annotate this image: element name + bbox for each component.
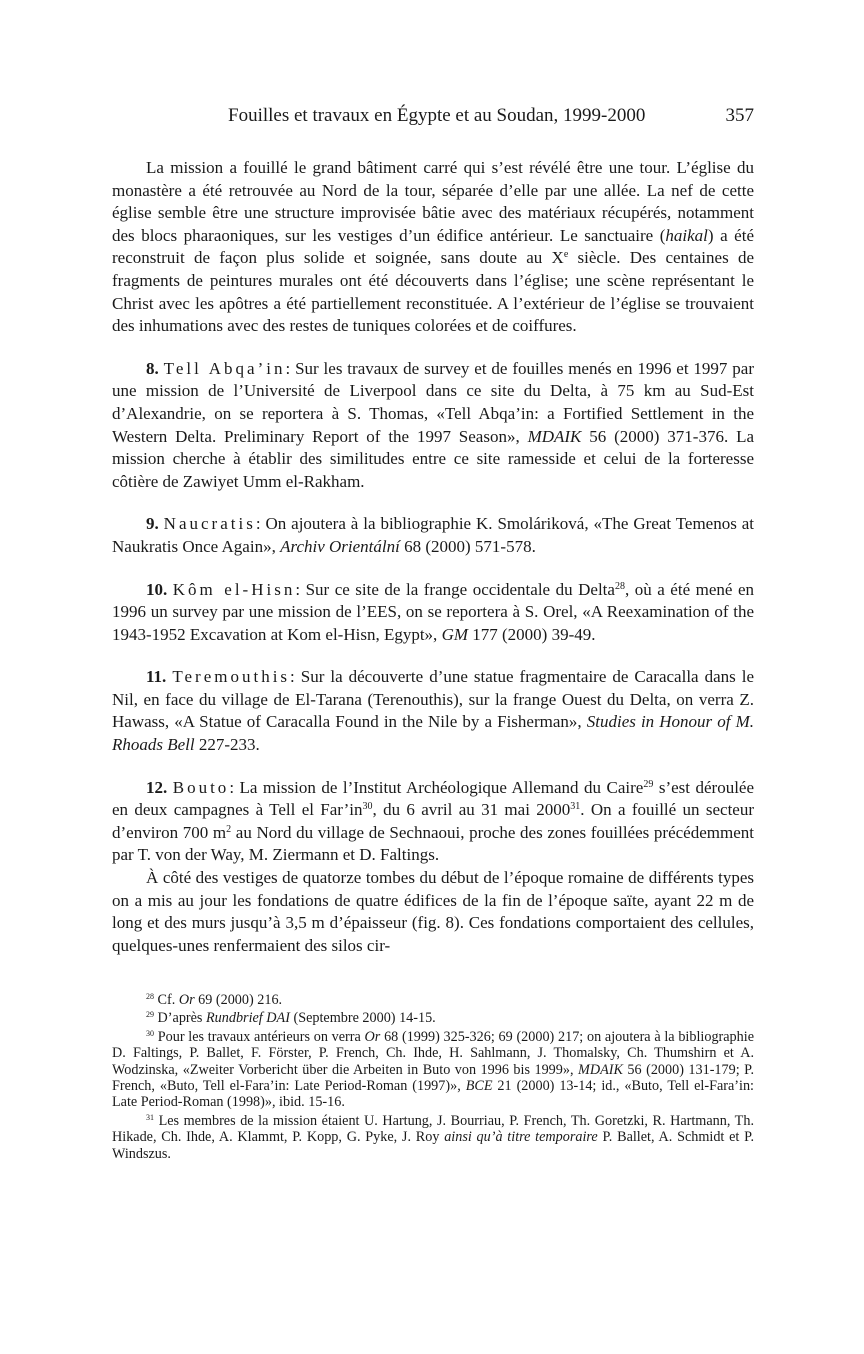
site-name: Teremouthis [172, 667, 291, 687]
journal-title: Or [364, 1028, 381, 1045]
paragraph-bouto [112, 777, 754, 867]
paragraph-monastery [112, 157, 754, 338]
text-run: siècle. Des centaines de fragments de peintures murales ont été découverts dans l’église; une scène représentant le Christ avec les apôtres a été partiellement reconstituée. A l’extérieur de l’église se trouvaient des inhumations avec des restes de tuniques colorées et de coiffures. [112, 248, 754, 336]
paragraph-tell-abqain [112, 358, 754, 494]
journal-title: MDAIK [578, 1061, 623, 1078]
footnote-ref[interactable]: 28 [614, 580, 625, 592]
text-run: La mission a fouillé le grand bâtiment carré qui s’est révélé être une tour. L’église du monastère a été retrouvée au Nord de la tour, séparée d’elle par une allée. La nef de cette église semble être une structure improvisée bâtie avec des matériaux récupérés, notamment des blocs pharaoniques, sur les vestiges d’un édifice antérieur. Le sanctuaire ( [112, 158, 754, 245]
page-number: 357 [725, 105, 754, 126]
book-title: Studies in Honour of M. Rhoads Bell [112, 712, 754, 755]
text-run: : Sur la découverte d’une statue fragmentaire de Caracalla dans le Nil, en face du village de El-Tarana (Terenouthis), sur la frange Ouest du Delta, on verra Z. Hawass, «A Statue of Caracalla Found in the Nile by a Fisherman», [112, 667, 755, 732]
text-run: ) a été reconstruit de façon plus solide et soignée, sans doute au X [112, 225, 754, 268]
italic-term: haikal [665, 225, 708, 245]
section-number: 12. [146, 777, 168, 797]
footnote-number: 30 [146, 1028, 154, 1038]
section-number: 8. [146, 358, 159, 378]
text-run: 68 (1999) 325-326; 69 (2000) 217; on ajoutera à la bibliographie D. Faltings, P. Ballet, F. Förster, P. French, Ch. Ihde, H. Sahlmann, J. Thomalsky, Ch. Thumshirn et A. Wodzinska, «Zweiter Vorbericht über die Arbeiten in Buto von 1996 bis 1999», [112, 1028, 754, 1078]
footnote-31 [112, 1113, 754, 1162]
footnote-ref[interactable]: 31 [570, 801, 581, 813]
text-run: s’est déroulée en deux campagnes à Tell el Far’in [112, 777, 755, 820]
footnote-ref[interactable]: 29 [643, 778, 654, 790]
footnote-number: 29 [146, 1010, 154, 1020]
text-run: 177 (2000) 39-49. [468, 624, 596, 644]
text-run: , où a été mené en 1996 un survey par une mission de l’EES, on se reportera à S. Orel, «A Reexamination of the 1943-1952 Excavation at Kom el-Hisn, Egypt», [112, 579, 754, 644]
footnote-number: 28 [146, 992, 154, 1001]
footnotes [112, 992, 754, 1164]
site-name: Tell Abqa’in [163, 358, 286, 378]
text-run: , du 6 avril au 31 mai 2000 [372, 800, 571, 820]
text-run: Les membres de la mission étaient U. Hartung, J. Bourriau, P. French, Th. Goretzki, R. Hartmann, Th. Hikade, Ch. Ihde, A. Klammt, P. Kopp, G. Pyke, J. Roy [112, 1112, 754, 1146]
text-run: 68 (2000) 571-578. [399, 536, 536, 556]
journal-title: MDAIK [527, 426, 582, 446]
text-run: P. Ballet, A. Schmidt et P. Windszus. [112, 1129, 754, 1162]
footnote-number: 31 [146, 1112, 154, 1122]
text-run: 56 (2000) 371-376. La mission cherche à établir des similitudes entre ce site ramesside et celui de la forteresse côtière de Zawiyet Umm el-Rakham. [112, 426, 754, 491]
text-run: au Nord du village de Sechnaoui, proche des zones fouillées précédemment par T. von der Way, M. Ziermann et D. Faltings. [112, 822, 754, 865]
running-title: Fouilles et travaux en Égypte et au Soudan, 1999-2000 [228, 105, 646, 126]
text-run: 21 (2000) 13-14; id., «Buto, Tell el-Fara’in: Late Period-Roman (1998)», ibid. 15-16. [112, 1078, 754, 1111]
footnote-ref[interactable]: 30 [362, 801, 373, 813]
site-name: Kôm el-Hisn [172, 579, 296, 599]
italic-phrase: ainsi qu’à titre temporaire [444, 1129, 598, 1146]
text-run: 227-233. [194, 735, 260, 755]
text-run: 69 (2000) 216. [194, 992, 283, 1008]
ordinal-superscript: e [563, 249, 569, 261]
text-run: : Sur les travaux de survey et de fouilles menés en 1996 et 1997 par une mission de l’Université de Liverpool dans ce site du Delta, à 75 km au Sud-Est d’Alexandrie, on se reportera à S. Thomas, «Tell Abqa’in: a Fortified Settlement in the Western Delta. Preliminary Report of the 1997 Season», [112, 358, 754, 446]
paragraph-kom-el-hisn [112, 579, 754, 647]
site-name: Bouto [172, 777, 230, 797]
journal-title: BCE [465, 1078, 493, 1095]
text-run: 56 (2000) 131-179; P. French, «Buto, Tell el-Fara’in: Late Period-Roman (1997)», [112, 1061, 755, 1095]
text-run: D’après [154, 1010, 206, 1027]
journal-title: Rundbrief DAI [206, 1010, 290, 1027]
footnote-28 [112, 992, 754, 1008]
text-run: : Sur ce site de la frange occidentale du Delta [295, 579, 615, 599]
section-number: 9. [146, 514, 159, 534]
text-run: : On ajoutera à la bibliographie K. Smoláriková, «The Great Temenos at Naukratis Once Again», [112, 514, 755, 556]
section-number: 10. [146, 579, 168, 599]
exponent: 2 [226, 823, 232, 835]
text-run: : La mission de l’Institut Archéologique Allemand du Caire [229, 777, 644, 797]
footnote-29 [112, 1010, 754, 1026]
journal-title: GM [441, 624, 469, 644]
main-text [112, 157, 754, 957]
text-run: . On a fouillé un secteur d’environ 700 m [112, 800, 754, 842]
site-name: Naucratis [163, 514, 256, 534]
paragraph-naucratis [112, 513, 754, 558]
text-run: Pour les travaux antérieurs on verra [154, 1028, 365, 1045]
paragraph-bouto-continued: À côté des vestiges de quatorze tombes du début de l’époque romaine de différents types on a mis au jour les fondations de quatre édifices de la fin de l’époque saïte, ayant 22 m de long et des murs jusqu’à 3,5 m d’épaisseur (fig. 8). Ces fondations comportaient des cellules, quelques-unes renfermaient des silos cir- [112, 868, 754, 955]
paragraph-teremouthis [112, 666, 754, 756]
journal-title: Or [178, 992, 195, 1008]
text-run: (Septembre 2000) 14-15. [289, 1010, 436, 1027]
section-number: 11. [146, 667, 167, 687]
footnote-30 [112, 1029, 754, 1111]
text-run: Cf. [154, 992, 179, 1008]
journal-title: Archiv Orientální [280, 536, 400, 556]
